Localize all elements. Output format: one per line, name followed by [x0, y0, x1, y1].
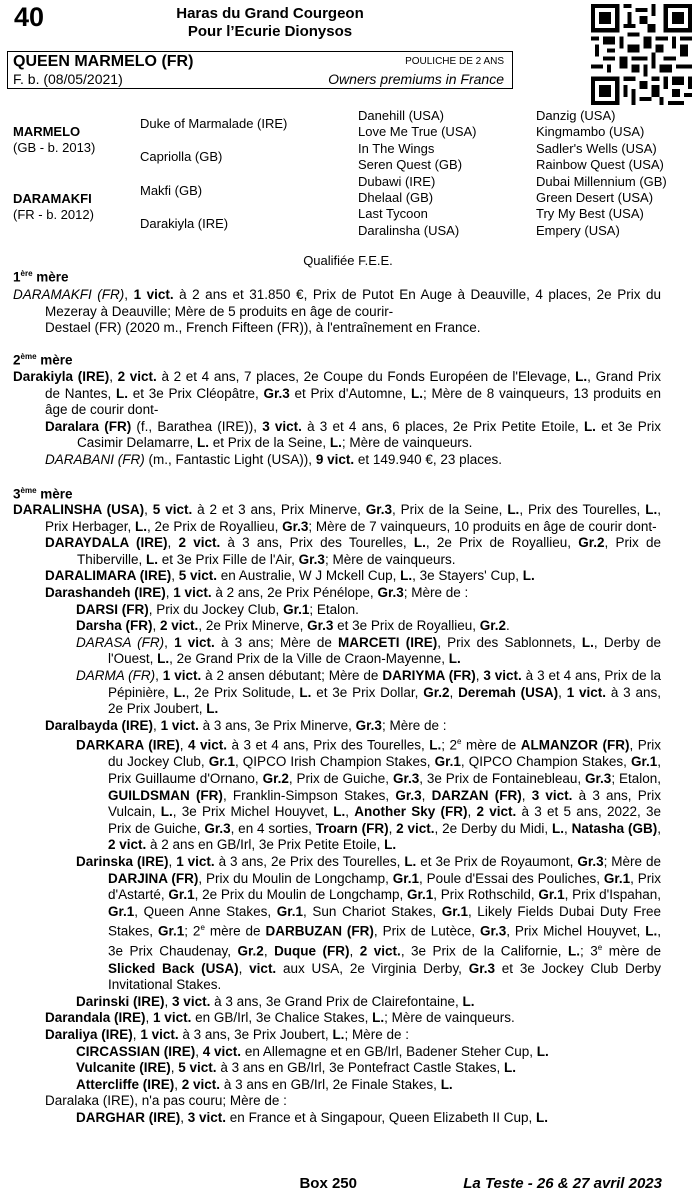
gen4-item: Rainbow Quest (USA): [536, 157, 664, 173]
sire-detail: (GB - b. 2013): [13, 140, 96, 156]
pedigree-gen2-1: Capriolla (GB): [140, 149, 223, 164]
horse-name-box: [7, 51, 513, 89]
section-first-dam: 1ère mère: [13, 269, 69, 285]
birth-info: F. b. (08/05/2021): [13, 71, 123, 87]
gen4-item: Empery (USA): [536, 222, 620, 238]
sire-name: MARMELO: [13, 124, 81, 139]
gen3-item: In The Wings: [358, 140, 435, 156]
pedigree-gen2-2: Makfi (GB): [140, 183, 203, 198]
second-dam-text: Darakiyla (IRE), 2 vict. à 2 et 4 ans, 7 places, 2e Coupe du Fonds Européen de l'Elevage, L., Grand Prix de Nantes, L. et 3e Prix Cléopâtre, Gr.3 et Prix d'Automne, L.; Mère de 8 vainqueurs, 13 produits en âge de courir dont- Daralara (FR) (f., Barathea (IRE)), 3 vict. à 3 et 4 ans, 6 places, 2e Prix Petite Etoile, L. et 3e Prix Casimir Delamarre, L. et Prix de la Seine, L.; Mère de vainqueurs. DARABANI (FR) (m., Fantastic Light (USA)), 9 vict. et 149.940 €, 23 places.: [13, 369, 661, 467]
first-dam-text: DARAMAKFI (FR), 1 vict. à 2 ans et 31.850 €, Prix de Putot En Auge à Deauville, 4 places, 2e Prix du Mezeray à Deauville; Mère de 5 produits en âge de courir- Destael (FR) (2020 m., French Fifteen (FR)), à l'entraînement en France.: [13, 287, 661, 336]
third-dam-text: DARALINSHA (USA), 5 vict. à 2 et 3 ans, Prix Minerve, Gr.3, Prix de la Seine, L., Prix des Tourelles, L., Prix Herbager, L., 2e Prix de Royallieu, Gr.3; Mère de 7 vainqueurs, 10 produits en âge de courir dont- DARAYDALA (IRE), 2 vict. à 3 ans, Prix des Tourelles, L., 2e Prix de Royallieu, Gr.2, Prix de Thiberville, L. et 3e Prix Fille de l'Air, Gr.3; Mère de vainqueurs. DARALIMARA (IRE), 5 vict. en Australie, W J Mckell Cup, L., 3e Stayers' Cup, L. Darashandeh (IRE), 1 vict. à 2 ans, 2e Prix Pénélope, Gr.3; Mère de : DARSI (FR), Prix du Jockey Club, Gr.1; Etalon. Darsha (FR), 2 vict., 2e Prix Minerve, Gr.3 et 3e Prix de Royallieu, Gr.2. DARASA (FR), 1 vict. à 3 ans; Mère de MARCETI (IRE), Prix des Sablonnets, L., Derby de l'Ouest, L., 2e Grand Prix de la Ville de Craon-Mayenne, L. DARMA (FR), 1 vict. à 2 ansen débutant; Mère de DARIYMA (FR), 3 vict. à 3 et 4 ans, Prix de la Pépinière, L., 2e Prix Solitude, L. et 3e Prix Dollar, Gr.2, Deremah (USA), 1 vict. à 3 ans, 2e Prix Joubert, L. Daralbayda (IRE), 1 vict. à 3 ans, 3e Prix Minerve, Gr.3; Mère de : DARKARA (IRE), 4 vict. à 3 et 4 ans, Prix des Tourelles, L.; 2e mère de ALMANZOR (FR), Prix du Jockey Club, Gr.1, QIPCO Irish Champion Stakes, Gr.1, QIPCO Champion Stakes, Gr.1, Prix Guillaume d'Ornano, Gr.2, Prix de Guiche, Gr.3, 3e Prix de Fontainebleau, Gr.3; Etalon, GUILDSMAN (FR), Franklin-Simpson Stakes, Gr.3, DARZAN (FR), 3 vict. à 3 ans, Prix Vulcain, L., 3e Prix Michel Houyvet, L., Another Sky (FR), 2 vict. à 3 et 5 ans, 2022, 3e Prix de Guiche, Gr.3, en 4 sorties, Troarn (FR), 2 vict., 2e Derby du Midi, L., Natasha (GB), 2 vict. à 2 ans en GB/Irl, 3e Prix Petite Etoile, L. Darinska (IRE), 1 vict. à 3 ans, 2e Prix des Tourelles, L. et 3e Prix de Royaumont, Gr.3; Mère de DARJINA (FR), Prix du Moulin de Longchamp, Gr.1, Poule d'Essai des Pouliches, Gr.1, Prix d'Astarté, Gr.1, 2e Prix du Moulin de Longchamp, Gr.1, Prix Rothschild, Gr.1, Prix d'Ispahan, Gr.1, Queen Anne Stakes, Gr.1, Sun Chariot Stakes, Gr.1, Likely Fields Dubai Duty Free Stakes, Gr.1; 2e mère de DARBUZAN (FR), Prix de Lutèce, Gr.3, Prix Michel Houyvet, L., 3e Prix Chaudenay, Gr.2, Duque (FR), 2 vict., 3e Prix de la Californie, L.; 3e mère de Slicked Back (USA), vict. aux USA, 2e Virginia Derby, Gr.3 et 3e Jockey Club Derby Invitational Stakes. Darinski (IRE), 3 vict. à 3 ans, 3e Grand Prix de Clairefontaine, L. Darandala (IRE), 1 vict. en GB/Irl, 3e Chalice Stakes, L.; Mère de vainqueurs. Daraliya (IRE), 1 vict. à 3 ans, 3e Prix Joubert, L.; Mère de : CIRCASSIAN (IRE), 4 vict. en Allemagne et en GB/Irl, Badener Steher Cup, L. Vulcanite (IRE), 5 vict. à 3 ans en GB/Irl, 3e Pontefract Castle Stakes, L. Attercliffe (IRE), 2 vict. à 3 ans en GB/Irl, 2e Finale Stakes, L. Daralaka (IRE), n'a pas couru; Mère de : DARGHAR (IRE), 3 vict. en France et à Singapour, Queen Elizabeth II Cup, L.: [13, 502, 662, 1125]
gen4-item: Sadler's Wells (USA): [536, 140, 657, 156]
gen3-item: Seren Quest (GB): [358, 157, 463, 173]
pedigree-gen2-3: Darakiyla (IRE): [140, 216, 229, 231]
horse-name: QUEEN MARMELO (FR): [13, 53, 194, 70]
gen4-item: Kingmambo (USA): [536, 124, 645, 140]
sale-info: La Teste - 26 & 27 avril 2023: [463, 1175, 662, 1192]
gen4-item: Dubai Millennium (GB): [536, 173, 667, 189]
gen3-item: Daralinsha (USA): [358, 222, 460, 238]
owners-premiums: Owners premiums in France: [328, 71, 504, 87]
sex-age: POULICHE DE 2 ANS: [405, 56, 504, 67]
dam-detail: (FR - b. 2012): [13, 207, 94, 223]
gen3-item: Dubawi (IRE): [358, 173, 436, 189]
qr-code-icon: [591, 4, 692, 105]
gen4-item: Danzig (USA): [536, 108, 616, 123]
box-number: Box 250: [299, 1175, 357, 1192]
pedigree-gen2-0: Duke of Marmalade (IRE): [140, 116, 288, 131]
section-third-dam: 3ème mère: [13, 486, 73, 502]
gen4-item: Green Desert (USA): [536, 190, 654, 206]
lot-number: 40: [14, 2, 45, 32]
pedigree-dam: [13, 191, 94, 224]
pedigree-sire: [13, 124, 95, 157]
gen3-item: Dhelaal (GB): [358, 190, 434, 206]
consignor-line-2: Pour l’Ecurie Dionysos: [187, 23, 353, 40]
section-second-dam: 2ème mère: [13, 352, 73, 368]
gen3-item: Danehill (USA): [358, 108, 444, 123]
qualification: Qualifiée F.E.E.: [303, 253, 393, 268]
consignor-line-1: Haras du Grand Courgeon: [176, 5, 364, 22]
pedigree-gen4: [536, 108, 667, 239]
dam-name: DARAMAKFI: [13, 191, 92, 206]
gen4-item: Try My Best (USA): [536, 206, 644, 222]
gen3-item: Love Me True (USA): [358, 124, 477, 140]
pedigree-gen3: [358, 108, 477, 239]
gen3-item: Last Tycoon: [358, 206, 428, 222]
